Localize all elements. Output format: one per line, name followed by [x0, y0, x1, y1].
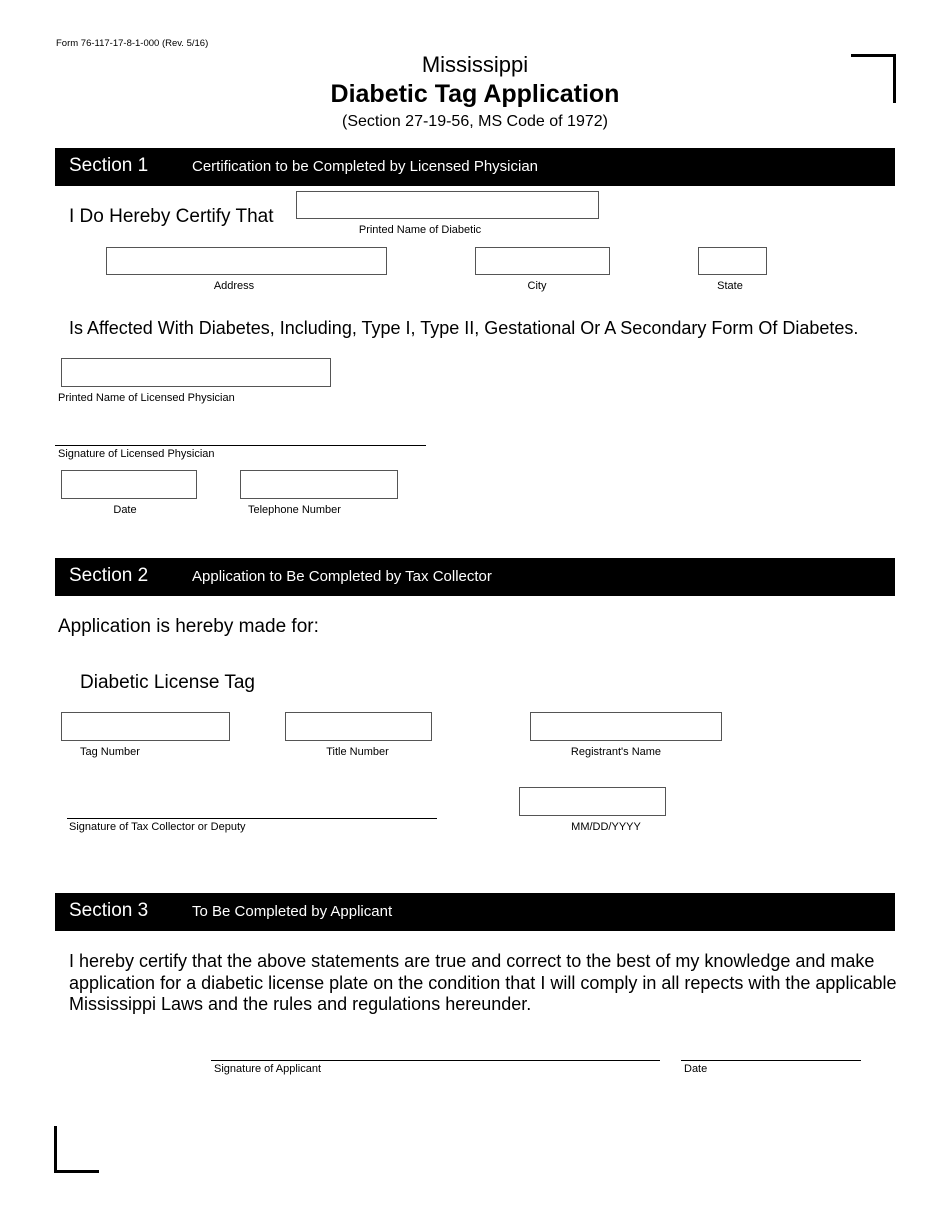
- state-name: Mississippi: [421, 52, 529, 77]
- address-input[interactable]: [106, 247, 387, 275]
- section-1-number: Section 1: [69, 155, 149, 176]
- collector-date-input[interactable]: [519, 787, 666, 816]
- tag-type: Diabetic License Tag: [80, 672, 255, 693]
- tag-number-input[interactable]: [61, 712, 230, 741]
- applicant-date-line[interactable]: [681, 1060, 861, 1061]
- section-2-header: [55, 558, 895, 596]
- collector-signature-label: Signature of Tax Collector or Deputy: [69, 821, 246, 833]
- city-label: City: [527, 280, 547, 292]
- collector-signature-line[interactable]: [67, 818, 437, 819]
- section-1-header: [55, 148, 895, 186]
- section-2-title: Application to Be Completed by Tax Collector: [192, 568, 492, 585]
- diabetes-statement: Is Affected With Diabetes, Including, Type I, Type II, Gestational Or A Secondary Form Of Diabetes.: [69, 318, 859, 338]
- section-3-title: To Be Completed by Applicant: [192, 903, 393, 920]
- registrant-name-label: Registrant's Name: [570, 746, 662, 758]
- diabetic-name-input[interactable]: [296, 191, 599, 219]
- telephone-input[interactable]: [240, 470, 398, 499]
- page-title: Diabetic Tag Application: [330, 80, 620, 108]
- telephone-label: Telephone Number: [248, 504, 341, 516]
- registration-mark-top-right: [851, 54, 896, 103]
- tag-number-label: Tag Number: [80, 746, 140, 758]
- section-3-header: [55, 893, 895, 931]
- physician-date-label: Date: [113, 504, 137, 516]
- state-label: State: [717, 280, 743, 292]
- application-intro: Application is hereby made for:: [58, 616, 319, 637]
- section-3-number: Section 3: [69, 900, 149, 921]
- title-number-label: Title Number: [326, 746, 389, 758]
- applicant-date-label: Date: [684, 1063, 708, 1075]
- physician-date-input[interactable]: [61, 470, 197, 499]
- section-2-number: Section 2: [69, 565, 149, 586]
- state-input[interactable]: [698, 247, 767, 275]
- physician-signature-line[interactable]: [55, 445, 426, 446]
- city-input[interactable]: [475, 247, 610, 275]
- page-subtitle: (Section 27-19-56, MS Code of 1972): [342, 113, 608, 130]
- title-number-input[interactable]: [285, 712, 432, 741]
- physician-name-input[interactable]: [61, 358, 331, 387]
- applicant-certification: I hereby certify that the above statements are true and correct to the best of my knowledge and make application for a diabetic license plate on the condition that I will comply in all repects with the applicable Mississippi Laws and the rules and regulations hereunder.: [69, 951, 897, 1014]
- address-label: Address: [213, 280, 255, 292]
- collector-date-label: MM/DD/YYYY: [571, 821, 641, 833]
- registration-mark-bottom-left: [54, 1126, 99, 1173]
- form-number: Form 76-117-17-8-1-000 (Rev. 5/16): [56, 38, 209, 49]
- diabetic-name-label: Printed Name of Diabetic: [358, 224, 482, 236]
- applicant-signature-label: Signature of Applicant: [214, 1063, 322, 1075]
- physician-signature-label: Signature of Licensed Physician: [58, 448, 215, 460]
- section-1-title: Certification to be Completed by Licensed Physician: [192, 158, 539, 175]
- physician-name-label: Printed Name of Licensed Physician: [58, 392, 235, 404]
- certify-text: I Do Hereby Certify That: [69, 206, 274, 227]
- applicant-signature-line[interactable]: [211, 1060, 660, 1061]
- registrant-name-input[interactable]: [530, 712, 722, 741]
